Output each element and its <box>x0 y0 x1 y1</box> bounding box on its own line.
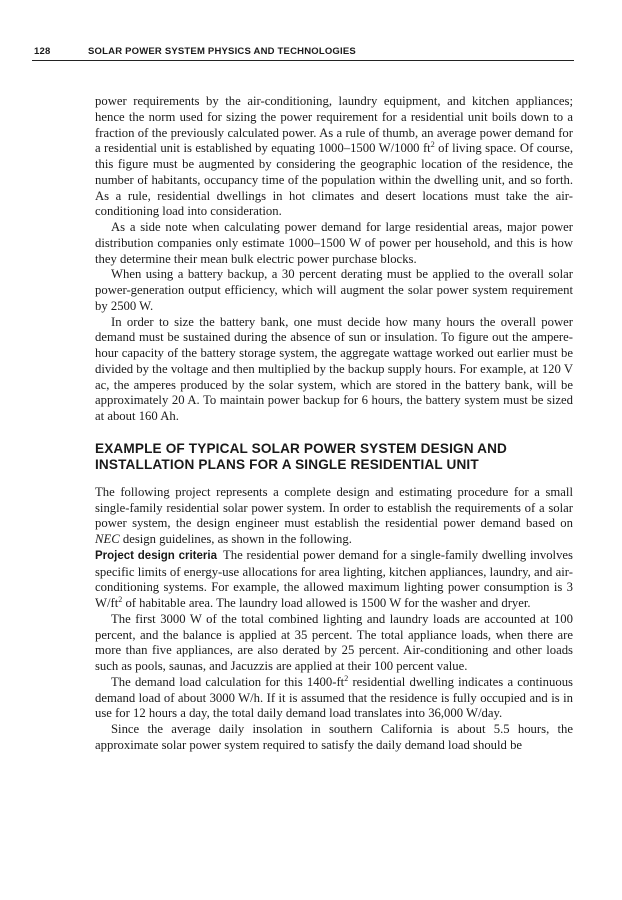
paragraph-power-norm: power requirements by the air-conditioning, laundry equipment, and kitchen appliances; hence the norm used for sizing the power requirement for a residential unit boils down to a fraction of the previously calculated power. As a rule of thumb, an average power demand for a residential unit is established by equating 1000–1500 W/1000 $ft^2$ of living space. Of course, this figure must be augmented by considering the geographic location of the residence, the number of habitants, occupancy time of the population within the dwelling unit, and so forth. As a rule, residential dwellings in hot climates and desert locations must take the air-conditioning load into consideration. <box>95 94 573 219</box>
paragraph-battery-sizing: In order to size the battery bank, one must decide how many hours the overall power demand must be sustained during the absence of sun or insulation. To figure out the ampere-hour capacity of the battery storage system, the aggregate wattage worked out earlier must be divided by the voltage and then multiplied by the backup supply hours. For example, at 120 V ac, the amperes produced by the solar system, which are stored in the battery bank, will be approximately 20 A. To maintain power backup for 6 hours, the battery system must be sized at about 160 Ah. <box>95 314 573 423</box>
paragraph-load-accounting: The first 3000 W of the total combined lighting and laundry loads are accounted at 100 percent, and the balance is applied at 35 percent. The total appliance loads, when there are more than five appliances, are also derated by 25 percent. Air-conditioning and other loads such as pools, saunas, and Jacuzzis are applied at their 100 percent value. <box>95 611 573 673</box>
run-in-heading: Project design criteria <box>95 549 217 562</box>
section-heading: EXAMPLE OF TYPICAL SOLAR POWER SYSTEM DESIGN AND INSTALLATION PLANS FOR A SINGLE RESIDENTIAL UNIT <box>95 440 508 473</box>
paragraph-side-note: As a side note when calculating power demand for large residential areas, major power distribution companies only estimate 1000–1500 W of power per household, and this is how they determine their mean bulk electric power purchase blocks. <box>95 220 573 266</box>
page-number: 128 <box>34 46 51 57</box>
paragraph-insolation: Since the average daily insolation in southern California is about 5.5 hours, the approximate solar power system required to satisfy the daily demand load should be <box>95 722 573 752</box>
paragraph-battery-derating: When using a battery backup, a 30 percent derating must be applied to the overall solar power-generation output efficiency, which will augment the solar power system requirement by 2500 W. <box>95 267 573 313</box>
paragraph-demand-load: The demand load calculation for this $1400-ft^2$ residential dwelling indicates a continuous demand load of about 3000 W/h. If it is assumed that the residence is fully occupied and is in use for 12 hours a day, the total daily demand load translates into 36,000 W/day. <box>95 673 573 721</box>
page-body <box>95 94 573 754</box>
paragraph-design-criteria: Project design criteria The residential power demand for a single-family dwelling involves specific limits of energy-use allocations for area lighting, kitchen appliances, laundry, and air-conditioning systems. For example, the allowed maximum lighting power consumption is 3 $W/ft^2$ of habitable area. The laundry load allowed is 1500 W for the washer and dryer. <box>95 547 573 610</box>
paragraph-project-intro: The following project represents a complete design and estimating procedure for a small single-family residential solar power system. In order to establish the requirements of a solar power system, the design engineer must establish the residential power demand based on NEC design guidelines, as shown in the following. <box>95 484 573 546</box>
running-title: SOLAR POWER SYSTEM PHYSICS AND TECHNOLOGIES <box>88 46 356 57</box>
running-header <box>32 44 574 61</box>
